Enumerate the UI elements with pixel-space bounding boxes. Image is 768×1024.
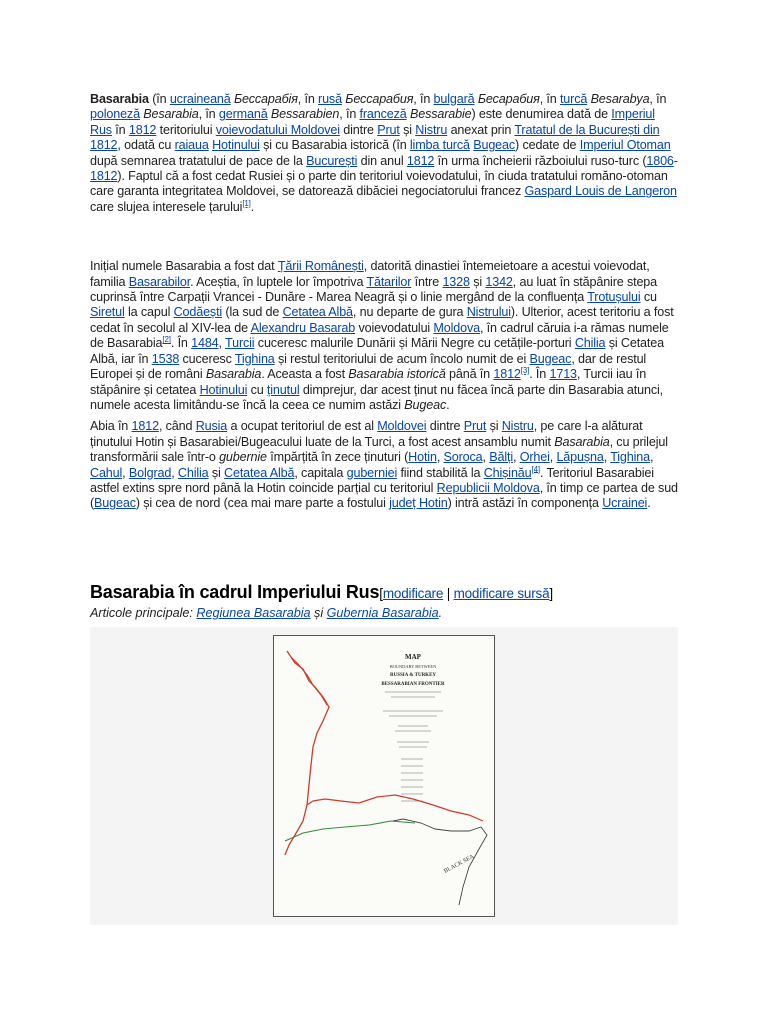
link-turca[interactable]: turcă xyxy=(559,92,588,106)
link-prut-2[interactable]: Prut xyxy=(463,419,487,434)
link-alexandru-basarab[interactable]: Alexandru Basarab xyxy=(250,320,356,335)
link-republicii-moldova[interactable]: Republicii Moldova xyxy=(436,480,540,495)
link-chisinau[interactable]: Chișinău xyxy=(483,465,532,480)
link-hotinului[interactable]: Hotinului xyxy=(212,138,260,153)
link-chilia[interactable]: Chilia xyxy=(574,336,606,351)
map-title: MAP xyxy=(405,653,421,661)
link-tighina-2[interactable]: Tighina xyxy=(610,450,650,465)
map-figure xyxy=(90,627,678,925)
link-lapusna[interactable]: Lăpușna xyxy=(556,450,604,465)
link-moldova[interactable]: Moldova xyxy=(433,320,480,335)
link-tarii-romanesti[interactable]: Țării Românești xyxy=(277,259,364,274)
link-germana[interactable]: germană xyxy=(218,107,268,122)
link-tighina[interactable]: Tighina xyxy=(234,351,275,366)
link-bugeac-3[interactable]: Bugeac xyxy=(94,496,136,511)
link-ucraineana[interactable]: ucraineană xyxy=(169,92,231,106)
link-guberniei[interactable]: guberniei xyxy=(346,465,398,480)
link-prut[interactable]: Prut xyxy=(377,122,400,137)
article-subject: Basarabia xyxy=(90,92,149,106)
section-edit-links: [modificare | modificare sursă] xyxy=(379,586,553,601)
link-moldovei[interactable]: Moldovei xyxy=(377,419,427,434)
link-cahul[interactable]: Cahul xyxy=(90,465,123,480)
link-basarabilor[interactable]: Basarabilor xyxy=(128,274,191,289)
link-bulgara[interactable]: bulgară xyxy=(433,92,475,106)
link-siretul[interactable]: Siretul xyxy=(90,305,125,320)
link-1812[interactable]: 1812 xyxy=(128,122,157,137)
link-hotin[interactable]: Hotin xyxy=(408,450,437,465)
link-bugeac[interactable]: Bugeac xyxy=(473,138,516,153)
link-bugeac-2[interactable]: Bugeac xyxy=(529,351,572,366)
bessarabian-frontier-map[interactable] xyxy=(273,635,495,917)
link-hotinului-2[interactable]: Hotinului xyxy=(199,382,248,397)
link-bolgrad[interactable]: Bolgrad xyxy=(128,465,172,480)
link-1713[interactable]: 1713 xyxy=(549,367,577,382)
link-nistrului[interactable]: Nistrului xyxy=(466,305,511,320)
link-1806[interactable]: 1806 xyxy=(646,153,674,168)
link-bucuresti[interactable]: București xyxy=(306,153,358,168)
link-judet-hotin[interactable]: județ Hotin xyxy=(389,496,448,511)
link-voievodatului-moldovei[interactable]: voievodatului Moldovei xyxy=(215,122,340,137)
link-1538[interactable]: 1538 xyxy=(151,351,180,366)
link-gubernia-basarabia[interactable]: Gubernia Basarabia xyxy=(326,606,439,620)
link-1342[interactable]: 1342 xyxy=(485,274,513,289)
edit-link[interactable]: modificare xyxy=(382,586,444,601)
link-raiaua[interactable]: raiaua xyxy=(174,138,209,153)
link-orhei[interactable]: Orhei xyxy=(519,450,550,465)
link-1812-b[interactable]: 1812 xyxy=(406,153,435,168)
link-langeron[interactable]: Gaspard Louis de Langeron xyxy=(524,184,677,199)
link-1812-e[interactable]: 1812 xyxy=(131,419,159,434)
link-tinutul[interactable]: ținutul xyxy=(266,382,300,397)
section-title: Basarabia în cadrul Imperiului Rus xyxy=(90,582,380,602)
link-franceza[interactable]: franceză xyxy=(359,107,407,122)
intro-paragraph: Basarabia (în ucraineană Бессарабія, în rusă Бессарабия, în bulgară Бесарабия, în turcă Besarabya, în poloneză Besarabia, în germană Bessarabien, în franceză Bessarabie) este denumirea dată de Imperiul Rus în 1812 teritoriului voievodatului Moldovei dintre Prut și Nistru anexat prin Tratatul de la București din 1812, odată cu raiaua Hotinului și cu Basarabia istorică (în limba turcă Bugeac) cedate de Imperiul Otoman după semnarea tratatului de pace de la București din anul 1812 în urma încheierii războiului ruso-turc (1806-1812). Faptul că a fost cedat Rusiei și o parte din teritoriul voievodatului, în ciuda tratatului romăno-otoman care garanta integritatea Moldovei, se datorează dibăciei negociatorului francez Gaspard Louis de Langeron care slujea interesele țarului[1]. xyxy=(90,92,678,214)
link-turcii[interactable]: Turcii xyxy=(225,336,255,351)
link-1812-d[interactable]: 1812 xyxy=(493,367,521,382)
annexation-paragraph: Abia în 1812, când Rusia a ocupat teritoriul de est al Moldovei dintre Prut și Nistru, pe care l-a alăturat ținutului Hotin și Basarabiei/Bugeacului luate de la Turci, a fost acest ansamblu numit Basarabia, cu prilejul transformării sale într-o gubernie împărțită în zece ținuturi (Hotin, Soroca, Bălți, Orhei, Lăpușna, Tighina, Cahul, Bolgrad, Chilia și Cetatea Albă, capitala guberniei fiind stabilită la Chișinău[4]. Teritoriul Basarabiei astfel extins spre nord până la Hotin coincide parțial cu teritoriul Republicii Moldova, în timp ce partea de sud (Bugeac) și cea de nord (cea mai mare parte a fostului județ Hotin) intră astăzi în componența Ucrainei. xyxy=(90,419,678,511)
link-rusa[interactable]: rusă xyxy=(318,92,342,106)
link-regiunea-basarabia[interactable]: Regiunea Basarabia xyxy=(196,606,311,620)
ref-2[interactable]: [2] xyxy=(162,335,171,345)
history-paragraph: Inițial numele Basarabia a fost dat Țării Românești, datorită dinastiei întemeietoare a acestui voievodat, familia Basarabilor. Aceștia, în luptele lor împotriva Tătarilor între 1328 și 1342, au luat în stăpânire stepa cuprinsă între Carpații Vrancei - Dunăre - Marea Neagră și o linie mergând de la confluența Trotușului cu Siretul la capul Codăești (la sud de Cetatea Albă, nu departe de gura Nistrului). Ulterior, acest teritoriu a fost cedat în secolul al XIV-lea de Alexandru Basarab voievodatului Moldova, în cadrul căruia i-a rămas numele de Basarabia[2]. În 1484, Turcii cuceresc malurile Dunării și Mării Negre cu cetățile-porturi Chilia și Cetatea Albă, iar în 1538 cuceresc Tighina și restul teritoriului de acum încolo numit de ei Bugeac, dar de restul Europei și de români Basarabia. Aceasta a fost Basarabia istorică până în 1812[3]. În 1713, Turcii iau în stăpânire și cetatea Hotinului cu ținutul dimprejur, dar acest ținut nu făcea încă parte din Basarabia atunci, numele acesta limitându-se încă la ceea ce numim astăzi Bugeac. xyxy=(90,259,674,412)
link-1484[interactable]: 1484 xyxy=(191,336,219,351)
link-tatarilor[interactable]: Tătarilor xyxy=(366,274,412,289)
map-subtitle-1: BOUNDARY BETWEEN xyxy=(389,664,437,669)
link-rusia[interactable]: Rusia xyxy=(195,419,228,434)
link-soroca[interactable]: Soroca xyxy=(443,450,483,465)
link-balti[interactable]: Bălți xyxy=(489,450,513,465)
link-cetatea-alba[interactable]: Cetatea Albă xyxy=(282,305,353,320)
ref-1[interactable]: [1] xyxy=(242,198,251,208)
link-trotusului[interactable]: Trotușului xyxy=(587,290,641,305)
link-imperiul-otoman[interactable]: Imperiul Otoman xyxy=(579,138,671,153)
link-1812-c[interactable]: 1812 xyxy=(90,169,118,184)
link-tratatul-bucuresti[interactable]: Tratatul de la București din 1812 xyxy=(90,122,660,153)
map-sea-label: BLACK SEA xyxy=(443,853,476,875)
link-codaesti[interactable]: Codăești xyxy=(173,305,223,320)
map-subtitle-2: RUSSIA & TURKEY xyxy=(389,673,437,678)
link-poloneza[interactable]: poloneză xyxy=(90,107,140,122)
main-articles-hatnote: Articole principale: Regiunea Basarabia și Gubernia Basarabia. xyxy=(90,606,443,620)
link-chilia-2[interactable]: Chilia xyxy=(177,465,209,480)
ref-4[interactable]: [4] xyxy=(531,464,540,474)
link-cetatea-alba-2[interactable]: Cetatea Albă xyxy=(224,465,295,480)
ref-3[interactable]: [3] xyxy=(520,365,530,375)
link-nistru[interactable]: Nistru xyxy=(415,122,448,137)
link-limba-turca[interactable]: limba turcă xyxy=(409,138,470,153)
section-heading xyxy=(90,582,553,603)
link-imperiul-rus[interactable]: Imperiul Rus xyxy=(90,107,655,137)
article-body xyxy=(90,92,678,512)
link-nistru-2[interactable]: Nistru xyxy=(501,419,534,434)
map-subtitle-3: BESSARABIAN FRONTIER xyxy=(381,682,445,687)
edit-source-link[interactable]: modificare sursă xyxy=(453,586,550,601)
link-ucrainei[interactable]: Ucrainei xyxy=(602,496,648,511)
link-1328[interactable]: 1328 xyxy=(442,274,470,289)
